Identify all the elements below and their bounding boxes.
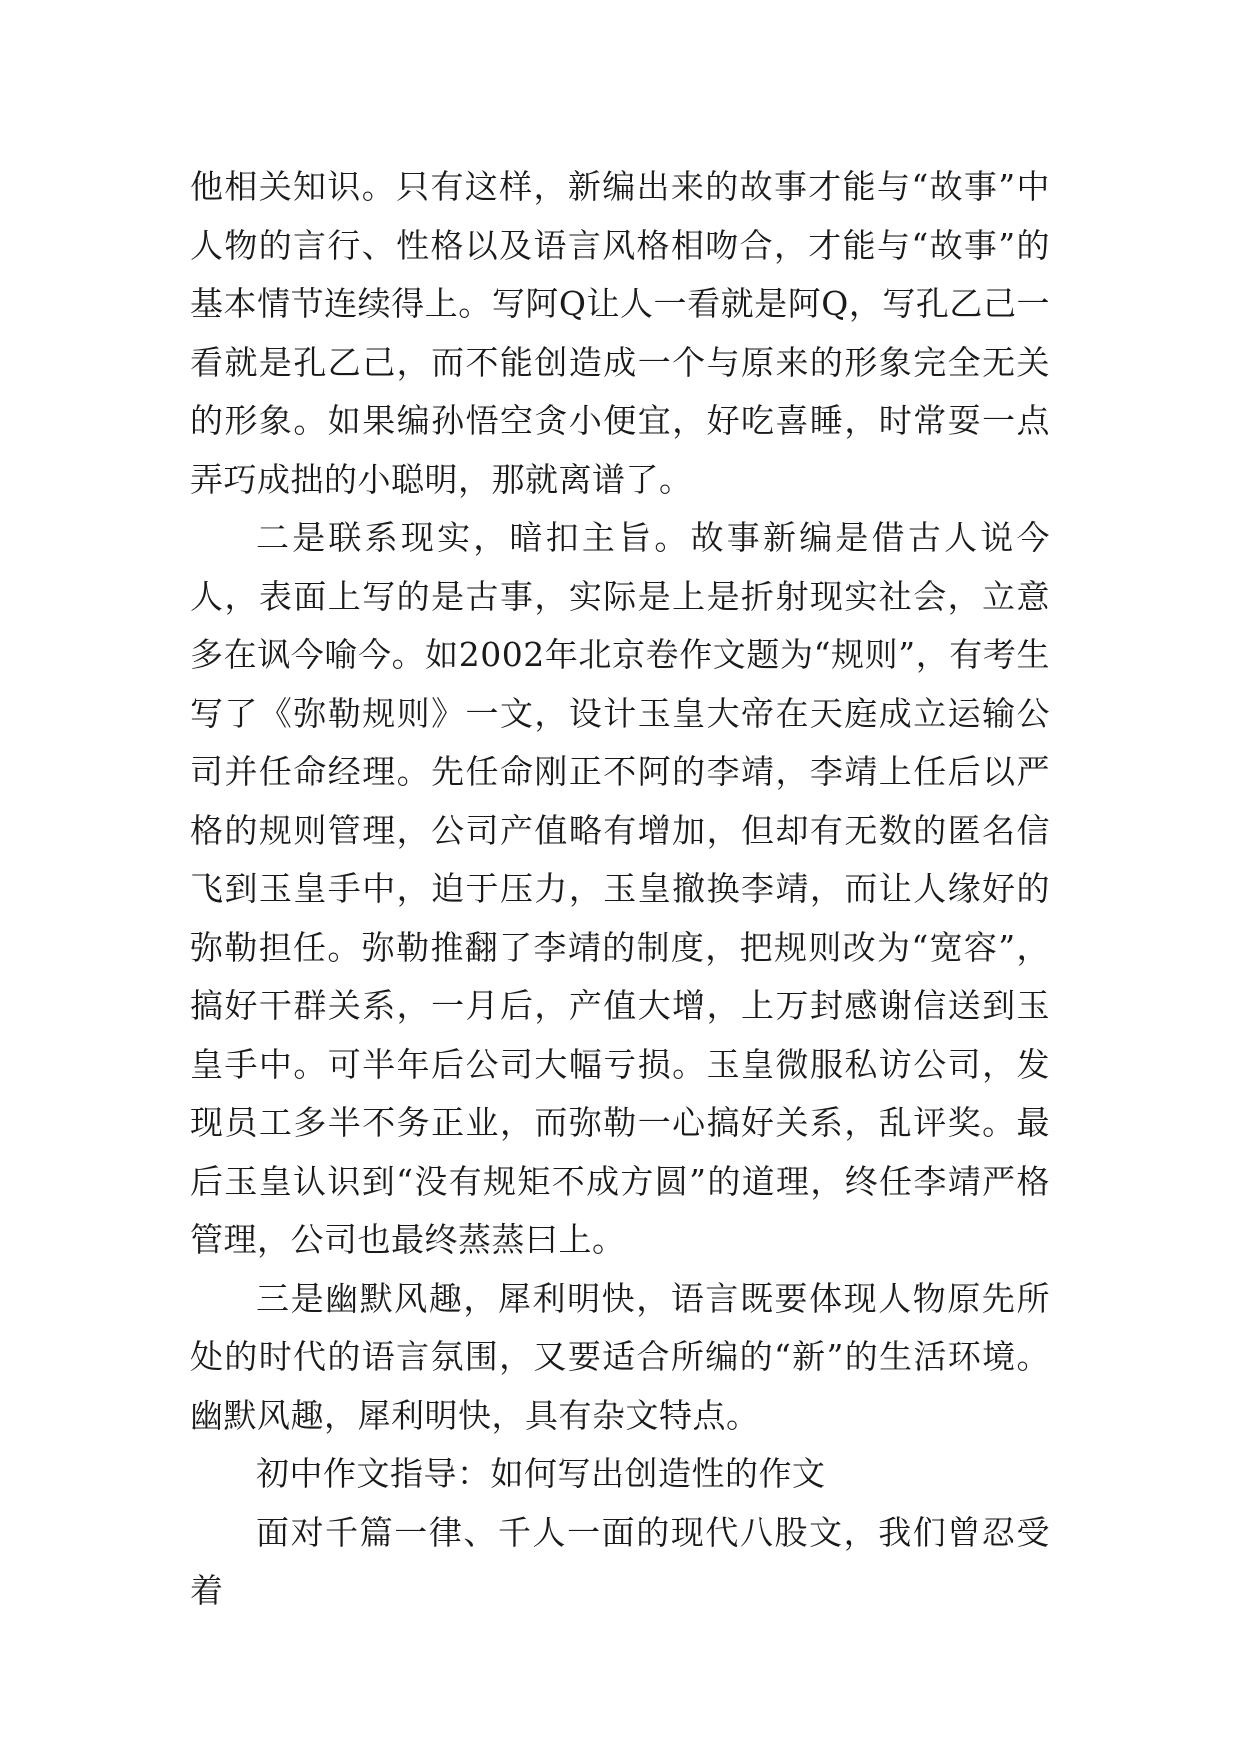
paragraph-2: 二是联系现实，暗扣主旨。故事新编是借古人说今人，表面上写的是古事，实际是上是折射现实社会，立意多在讽今喻今。如2002年北京卷作文题为“规则”，有考生写了《弥勒规则》一文，设计玉皇大帝在天庭成立运输公司并任命经理。先任命刚正不阿的李靖，李靖上任后以严格的规则管理，公司产值略有增加，但却有无数的匿名信飞到玉皇手中，迫于压力，玉皇撤换李靖，而让人缘好的弥勒担任。弥勒推翻了李靖的制度，把规则改为“宽容”，搞好干群关系，一月后，产值大增，上万封感谢信送到玉皇手中。可半年后公司大幅亏损。玉皇微服私访公司，发现员工多半不务正业，而弥勒一心搞好关系，乱评奖。最后玉皇认识到“没有规矩不成方圆”的道理，终任李靖严格管理，公司也最终蒸蒸曰上。 xyxy=(190,518,1050,1259)
section-heading: 初中作文指导：如何写出创造性的作文 xyxy=(256,1454,826,1493)
document-page xyxy=(190,158,1050,1621)
paragraph-1: 他相关知识。只有这样，新编出来的故事才能与“故事”中人物的言行、性格以及语言风格相吻合，才能与“故事”的基本情节连续得上。写阿Q让人一看就是阿Q，写孔乙己一看就是孔乙己，而不能创造成一个与原来的形象完全无关的形象。如果编孙悟空贪小便宜，好吃喜睡，时常耍一点弄巧成拙的小聪明，那就离谱了。 xyxy=(190,167,1050,499)
paragraph-3: 三是幽默风趣，犀利明快，语言既要体现人物原先所处的时代的语言氛围，又要适合所编的“新”的生活环境。幽默风趣，犀利明快，具有杂文特点。 xyxy=(190,1278,1050,1435)
paragraph-5: 面对千篇一律、千人一面的现代八股文，我们曾忍受着 xyxy=(190,1512,1050,1610)
